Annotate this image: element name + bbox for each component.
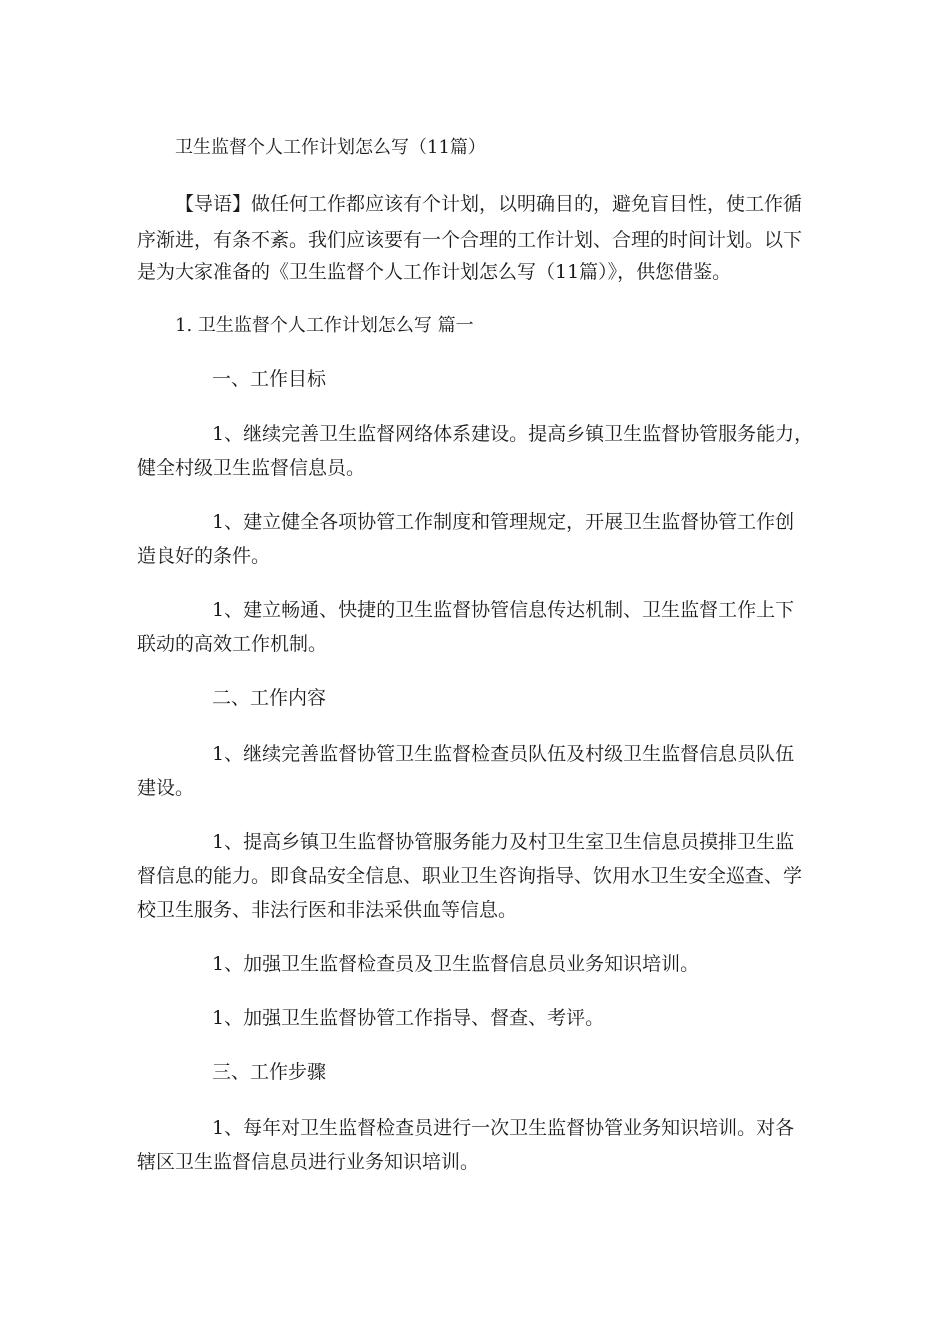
document-title: 卫生监督个人工作计划怎么写（11篇）	[175, 137, 486, 158]
paragraph-line: 联动的高效工作机制。	[137, 633, 328, 655]
paragraph-line: 1、每年对卫生监督检查员进行一次卫生监督协管业务知识培训。对各	[212, 1117, 795, 1139]
intro-line-1: 【导语】做任何工作都应该有个计划，以明确目的，避免盲目性，使工作循	[175, 193, 803, 215]
paragraph-line: 1、提高乡镇卫生监督协管服务能力及村卫生室卫生信息员摸排卫生监	[212, 831, 795, 853]
paragraph-line: 督信息的能力。即食品安全信息、职业卫生咨询指导、饮用水卫生安全巡查、学	[137, 865, 803, 887]
intro-line-3: 是为大家准备的《卫生监督个人工作计划怎么写（11篇）》，供您借鉴。	[137, 261, 732, 283]
paragraph-line: 1、加强卫生监督协管工作指导、督查、考评。	[212, 1007, 605, 1029]
heading-work-content: 二、工作内容	[212, 687, 327, 709]
paragraph-line: 校卫生服务、非法行医和非法采供血等信息。	[137, 899, 518, 921]
paragraph-line: 造良好的条件。	[137, 545, 271, 567]
heading-work-goals: 一、工作目标	[212, 368, 327, 390]
heading-work-steps: 三、工作步骤	[212, 1061, 327, 1083]
paragraph-line: 健全村级卫生监督信息员。	[137, 457, 366, 479]
section-title: 1. 卫生监督个人工作计划怎么写 篇一	[175, 315, 474, 336]
paragraph-line: 辖区卫生监督信息员进行业务知识培训。	[137, 1151, 480, 1173]
paragraph-line: 建设。	[137, 777, 195, 799]
intro-line-2: 序渐进，有条不紊。我们应该要有一个合理的工作计划、合理的时间计划。以下	[137, 229, 803, 251]
paragraph-line: 1、加强卫生监督检查员及卫生监督信息员业务知识培训。	[212, 953, 700, 975]
paragraph-line: 1、建立健全各项协管工作制度和管理规定，开展卫生监督协管工作创	[212, 511, 795, 533]
paragraph-line: 1、建立畅通、快捷的卫生监督协管信息传达机制、卫生监督工作上下	[212, 599, 795, 621]
paragraph-line: 1、继续完善卫生监督网络体系建设。提高乡镇卫生监督协管服务能力，	[212, 423, 814, 445]
paragraph-line: 1、继续完善监督协管卫生监督检查员队伍及村级卫生监督信息员队伍	[212, 743, 795, 765]
